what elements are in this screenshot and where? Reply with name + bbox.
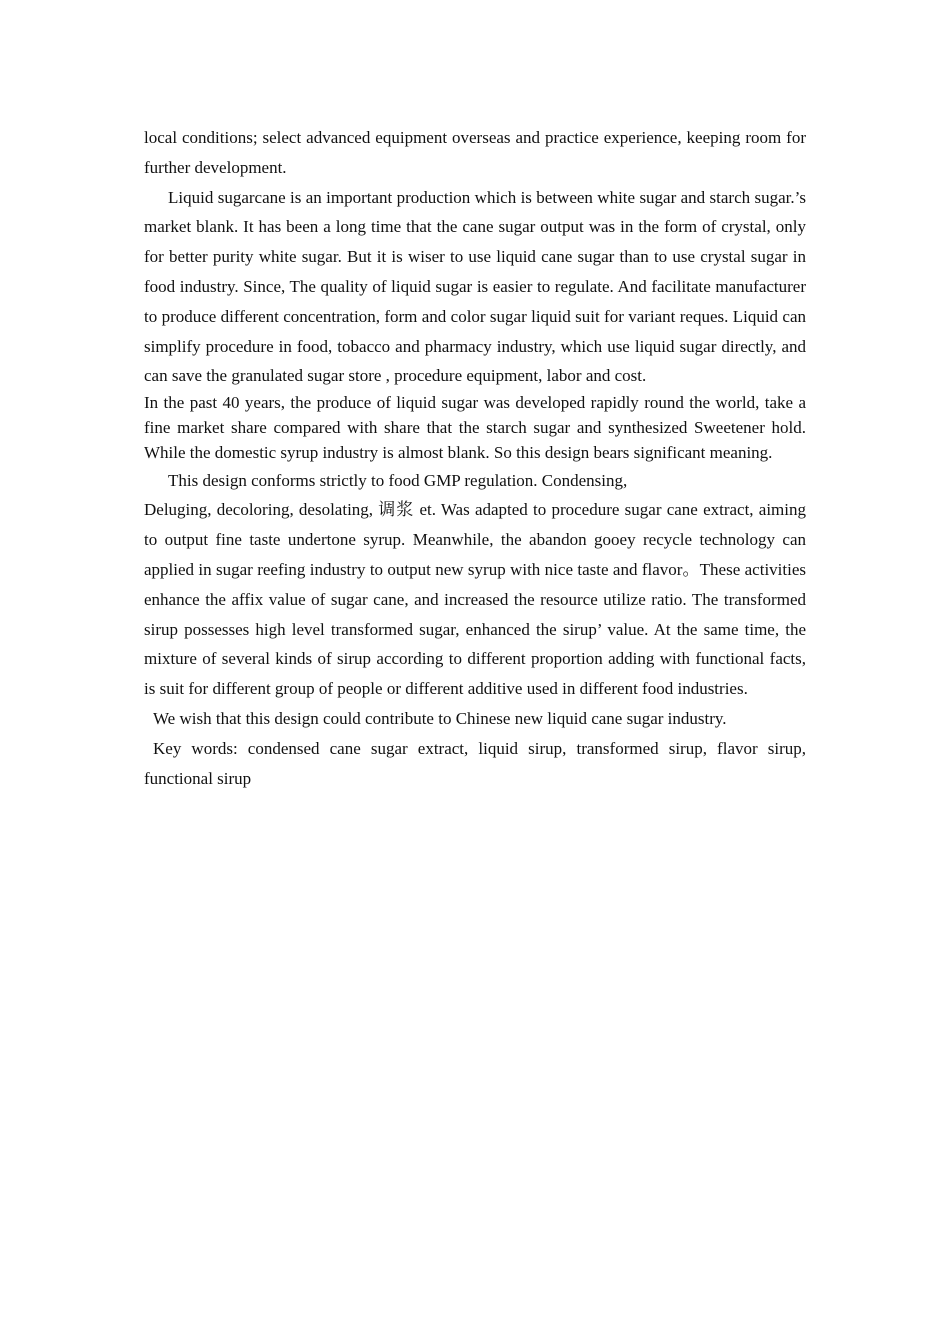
document-body [144, 123, 806, 793]
paragraph-development: local conditions; select advanced equipment overseas and practice experience, keeping room for further development. [144, 128, 806, 177]
paragraph-key-words: Key words: condensed cane sugar extract, liquid sirup, transformed sirup, flavor sirup, functional sirup [144, 738, 806, 788]
paragraph-liquid-sugarcane: Liquid sugarcane is an important production which is between white sugar and starch sugar.’s market blank. It has been a long time that the cane sugar output was in the form of crystal, only for better purity white sugar. But it is wiser to use liquid cane sugar than to use crystal sugar in food industry. Since, The quality of liquid sugar is easier to regulate. And facilitate manufacturer to produce different concentration, form and color sugar liquid suit for variant reques. Liquid can simplify procedure in food, tobacco and pharmacy industry, which use liquid sugar directly, and can save the granulated sugar store , procedure equipment, labor and cost. [144, 187, 806, 386]
paragraph-gmp-regulation: This design conforms strictly to food GMP regulation. Condensing, [168, 470, 628, 490]
paragraph-wish: We wish that this design could contribute to Chinese new liquid cane sugar industry. [153, 708, 727, 728]
paragraph-past-40-years: In the past 40 years, the produce of liquid sugar was developed rapidly round the world, take a fine market share compared with share that the starch sugar and synthesized Sweetener hold. While the domestic syrup industry is almost blank. So this design bears significant meaning. [144, 393, 806, 462]
paragraph-process: Deluging, decoloring, desolating, 调浆 et. Was adapted to procedure sugar cane extract, aiming to output fine taste undertone syrup. Meanwhile, the abandon gooey recycle technology can applied in sugar reefing industry to output new syrup with nice taste and flavor。These activities enhance the affix value of sugar cane, and increased the resource utilize ratio. The transformed sirup possesses high level transformed sugar, enhanced the sirup’ value. At the same time, the mixture of several kinds of sirup according to different proportion adding with functional facts, is suit for different group of people or different additive used in different food industries. [144, 500, 806, 699]
